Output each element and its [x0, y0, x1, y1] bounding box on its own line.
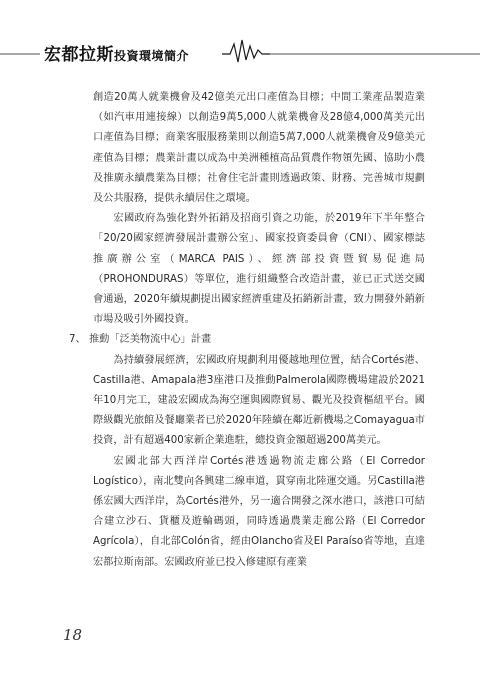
paragraph-northern-ports: 宏國北部大西洋岸Cortés港透過物流走廊公路（El Corredor Logístico），南北雙向各興建二線車道，貫穿南北陸運交通。另Castilla港係宏國大西洋岸，為Cortés港外，另一適合開發之深水港口，該港口可結合建立沙石、貨櫃及遊輪碼頭，同時透過農業走廊公路（El Corredor Agrícola），自北部Colón省，經由Olancho省及El Paraíso省等地，直達宏都拉斯南部。宏國政府並已投入修建原有產業 — [93, 455, 425, 568]
page-number: 18 — [63, 626, 83, 644]
paragraph-continued: 創造20萬人就業機會及42億美元出口產值為目標；中間工業產品製造業（如汽車用連接線）以創造9萬5,000人就業機會及28億4,000萬美元出口產值為目標；商業客服服務業則以創造5萬7,000人就業機會及9億美元產值為目標；農業計畫以成為中美洲種植高品質農作物領先國、協助小農及推廣永續農業為目標；社會住宅計畫則透過政策、財務、完善城市規劃及公共服務，提供永續居住之環境。 — [93, 92, 425, 205]
header-title-main: 宏都拉斯 — [44, 45, 114, 65]
header-title-sub: 投資環境簡介 — [114, 49, 190, 63]
list-item-7-heading — [69, 330, 425, 350]
list-item-7-title: 推動「泛美物流中心」計畫 — [89, 334, 212, 346]
list-item-7-number: 7、 — [69, 334, 86, 346]
paragraph-logistics-plan: 為持續發展經濟，宏國政府規劃利用優越地理位置，結合Cortés港、Castilla港、Amapala港3座港口及推動Palmerola國際機場建設於2021年10月完工，建設宏國成為海空運與國際貿易、觀光及投資樞紐平台。國際級觀光旅館及餐廳業者已於2020年陸續在鄰近新機場之Comayagua市投資，計有超過400家新企業進駐，總投資金額超過200萬美元。 — [93, 354, 425, 447]
header-pulse-wave — [222, 40, 270, 62]
page-header — [0, 34, 480, 64]
body-content — [69, 88, 425, 573]
header-title — [44, 40, 189, 65]
paragraph-organization-reform: 宏國政府為強化對外拓銷及招商引資之功能，於2019年下半年整合「20/20國家經濟發展計畫辦公室」、國家投資委員會（CNI）、國家標誌推廣辦公室（MARCA PAIS）、經濟部投資暨貿易促進局（PROHONDURAS）等單位，進行組織整合改造計畫，並已正式送交國會通過，2020年續規劃提出國家經濟重建及拓銷新計畫，致力開發外銷新市場及吸引外國投資。 — [93, 213, 425, 326]
